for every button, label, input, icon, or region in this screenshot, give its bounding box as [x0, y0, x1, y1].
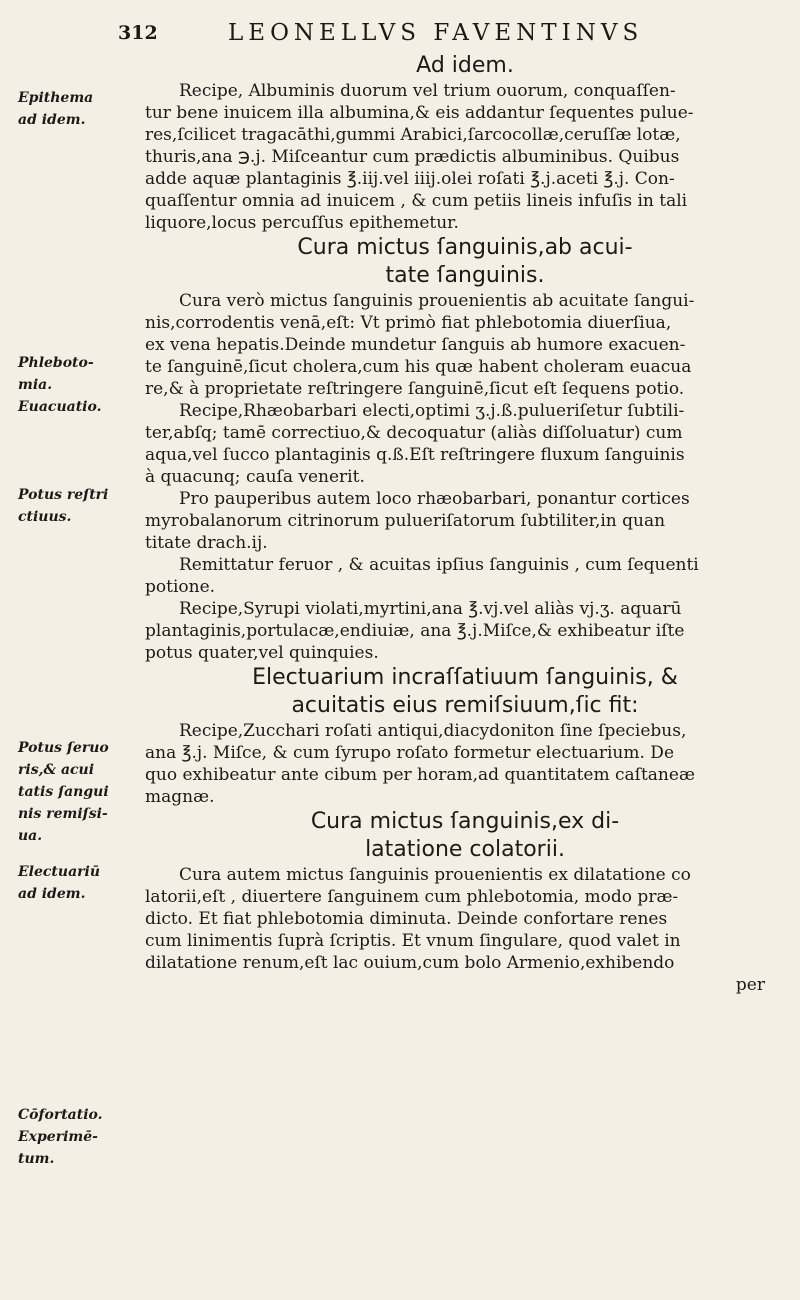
- paragraph-cura-dilatatione: [145, 864, 785, 996]
- text-line: dilatatione renum,eſt lac ouium,cum bolo Armenio,exhibendo: [145, 953, 675, 973]
- page-header: [0, 20, 800, 50]
- margin-note-potus-seruoris: Potus ſeruo ris,& acui tatis ſangui nis remiſsi- ua.: [18, 740, 109, 844]
- text-line: potus quater,vel quinquies.: [145, 643, 379, 663]
- text-line: Recipe, Albuminis duorum vel trium ouorum, conquaſſen-: [179, 81, 676, 101]
- paragraph-electuarium: [145, 720, 785, 808]
- margin-note-phlebotomia: Phleboto- mia. Euacuatio.: [18, 355, 102, 415]
- text-line: plantaginis,portulacæ,endiuiæ, ana ℥.j.Miſce,& exhibeatur iſte: [145, 621, 685, 641]
- text-line: dicto. Et fiat phlebotomia diminuta. Deinde confortare renes: [145, 909, 668, 929]
- text-line: quo exhibeatur ante cibum per horam,ad quantitatem caſtaneæ: [145, 765, 695, 785]
- text-line: cum linimentis ſuprà ſcriptis. Et vnum ſingulare, quod valet in: [145, 931, 681, 951]
- margin-note-epithema: Epithema ad idem.: [18, 90, 94, 128]
- text-line: nis,corrodentis venā,eſt: Vt primò fiat phlebotomia diuerſiua,: [145, 313, 672, 333]
- margin-note-potus-restrictiuus: Potus reſtri ctiuus.: [18, 487, 109, 525]
- section-heading: Cura mictus ſanguinis,ex di-: [310, 809, 620, 834]
- text-line: Pro pauperibus autem loco rhæobarbari, ponantur cortices: [179, 489, 690, 509]
- text-line: re,& à proprietate reſtringere ſanguinē,ſicut eſt ſequens potio.: [145, 379, 685, 399]
- text-line: res,ſcilicet tragacāthi,gummi Arabici,ſarcocollæ,ceruſſæ lotæ,: [145, 125, 681, 145]
- paragraph-ad-idem: [145, 80, 785, 234]
- running-head: LEONELLVS FAVENTINVS: [228, 20, 644, 46]
- main-text: [145, 52, 785, 996]
- paragraph-cura-acuitate: [145, 290, 785, 664]
- text-line: te ſanguinē,ſicut cholera,cum his quæ habent choleram euacua: [145, 357, 692, 377]
- section-heading: Ad idem.: [416, 53, 514, 78]
- text-line: à quacunq; cauſa venerit.: [145, 467, 365, 487]
- catchword: per: [735, 975, 765, 995]
- text-line: Cura autem mictus ſanguinis prouenientis ex dilatatione co: [179, 865, 691, 885]
- text-line: tur bene inuicem illa albumina,& eis addantur ſequentes pulue-: [145, 103, 694, 123]
- section-heading: Electuarium incraſſatiuum ſanguinis, &: [252, 665, 678, 690]
- text-line: ter,abſq; tamē correctiuo,& decoquatur (aliàs diſſoluatur) cum: [145, 423, 683, 443]
- text-line: aqua,vel ſucco plantaginis q.ß.Eſt reſtringere fluxum ſanguinis: [145, 445, 685, 465]
- section-heading: Cura mictus ſanguinis,ab acui-: [297, 235, 633, 260]
- text-line: ex vena hepatis.Deinde mundetur ſanguis ab humore exacuen-: [145, 335, 686, 355]
- text-line: Recipe,Rhæobarbari electi,optimi ʒ.j.ß.pulueriſetur ſubtili-: [179, 401, 685, 421]
- text-line: adde aquæ plantaginis ℥.iij.vel iiij.olei roſati ℥.j.aceti ℥.j. Con-: [145, 169, 675, 189]
- text-line: quaſſentur omnia ad inuicem , & cum petiis lineis infuſis in tali: [145, 191, 688, 211]
- text-line: potione.: [145, 577, 216, 597]
- text-line: magnæ.: [145, 787, 215, 807]
- margin-note-confortatio: Cōfortatio. Experimē- tum.: [18, 1107, 103, 1167]
- text-line: Recipe,Syrupi violati,myrtini,ana ℥.vj.vel aliàs vj.ʒ. aquarū: [179, 599, 682, 619]
- text-line: Cura verò mictus ſanguinis prouenientis ab acuitate ſangui-: [179, 291, 695, 311]
- section-heading: latatione colatorii.: [365, 837, 565, 862]
- section-heading: acuitatis eius remiſsiuum,ſic fit:: [291, 693, 639, 718]
- text-line: thuris,ana ℈.j. Miſceantur cum prædictis albuminibus. Quibus: [145, 147, 680, 167]
- margin-note-electuarium: Electuariū ad idem.: [18, 864, 101, 902]
- text-line: ana ℥.j. Miſce, & cum ſyrupo roſato formetur electuarium. De: [145, 743, 675, 763]
- page-number: 312: [118, 22, 158, 44]
- text-line: myrobalanorum citrinorum pulueriſatorum ſubtiliter,in quan: [145, 511, 666, 531]
- text-line: latorii,eſt , diuertere ſanguinem cum phlebotomia, modo præ-: [145, 887, 679, 907]
- text-line: titate drach.ij.: [145, 533, 268, 553]
- section-heading: tate ſanguinis.: [385, 263, 545, 288]
- text-line: Recipe,Zucchari roſati antiqui,diacydoniton ſine ſpeciebus,: [179, 721, 687, 741]
- text-line: liquore,locus percuſſus epithemetur.: [145, 213, 459, 233]
- text-line: Remittatur feruor , & acuitas ipſius ſanguinis , cum ſequenti: [179, 555, 699, 575]
